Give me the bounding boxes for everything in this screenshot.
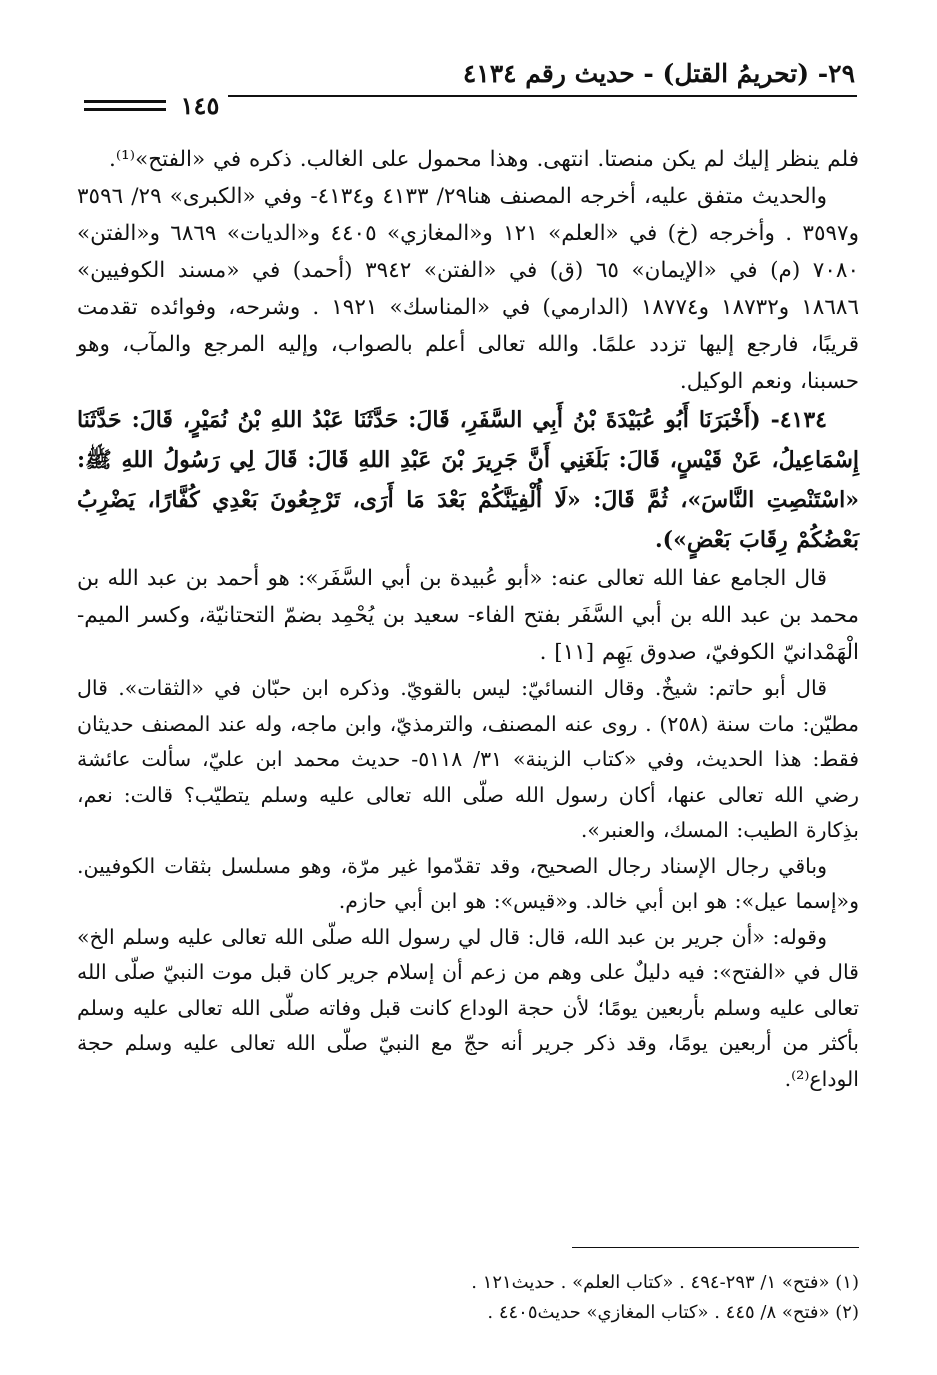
page-number: ١٤٥ — [180, 91, 220, 120]
main-text — [77, 141, 859, 1097]
page-number-rule-top — [84, 100, 166, 103]
paragraph-takhrij: والحديث متفق عليه، أخرجه المصنف هنا٢٩/ ٤١٣٣ و٤١٣٤- وفي «الكبرى» ٢٩/ ٣٥٩٦ و٣٥٩٧ . وأخرجه (خ) في «العلم» ١٢١ و«المغازي» ٤٤٠٥ و«الديات» ٦٨٦٩ و«الفتن» ٧٠٨٠ (م) في «الإيمان» ٦٥ (ق) في «الفتن» ٣٩٤٢ (أحمد) في «مسند الكوفيين» ١٨٦٨٦ و١٨٧٣٢ و١٨٧٧٤ (الدارمي) في «المناسك» ١٩٢١ . وشرحه، وفوائده تقدمت قريبًا، فارجع إليها تزدد علمًا. والله تعالى أعلم بالصواب، وإليه المرجع والمآب، وهو حسبنا، ونعم الوكيل. — [77, 184, 859, 394]
paragraph-closing-quote: فلم ينظر إليك لم يكن منصتا. انتهى. وهذا محمول على الغالب. ذكره في «الفتح»⁽¹⁾. — [109, 147, 859, 172]
footnote-separator — [572, 1247, 859, 1248]
paragraph-narrator: قال الجامع عفا الله تعالى عنه: «أبو عُبيدة بن أبي السَّفَر»: هو أحمد بن عبد الله بن محمد بن عبد الله بن أبي السَّفَر بفتح الفاء- سعيد بن يُحْمِد بضمّ التحتانيّة، وكسر الميم- الْهَمْدانيّ الكوفيّ، صدوق يَهِم [١١] . — [77, 566, 859, 665]
paragraph-commentary: وقوله: «أن جرير بن عبد الله، قال: قال لي رسول الله صلّى الله تعالى عليه وسلم الخ» قال في «الفتح»: فيه دليلٌ على وهم من زعم أن إسلام جرير كان قبل موت النبيّ صلّى الله تعالى عليه وسلم بأربعين يومًا؛ لأن حجة الوداع كانت قبل وفاته صلّى الله تعالى عليه وسلم بأكثر من أربعين يومًا، وقد ذكر جرير أنه حجّ مع النبيّ صلّى الله تعالى عليه وسلم حجة الوداع⁽²⁾. — [77, 924, 859, 1091]
hadith-text: ٤١٣٤- (أَخْبَرَنَا أَبُو عُبَيْدَةَ بْنُ أَبِي السَّفَرِ، قَالَ: حَدَّثَنَا عَبْدُ اللهِ بْنُ نُمَيْرٍ، قَالَ: حَدَّثَنَا إِسْمَاعِيلُ، عَنْ قَيْسٍ، قَالَ: بَلَغَنِي أَنَّ جَرِيرَ بْنَ عَبْدِ اللهِ قَالَ: قَالَ لِي رَسُولُ اللهِ ﷺ: «اسْتَنْصِتِ النَّاسَ»، ثُمَّ قَالَ: «لَا أُلْفِيَنَّكُمْ بَعْدَ مَا أَرَى، تَرْجِعُونَ بَعْدِي كُفَّارًا، يَضْرِبُ بَعْضُكُمْ رِقَابَ بَعْضٍ»). — [77, 407, 859, 553]
page-number-rule-bottom — [84, 108, 166, 111]
footnote-1: (١) «فتح» ١/ ٢٩٣-٤٩٤ . «كتاب العلم» . حديث١٢١ . — [471, 1272, 859, 1293]
running-header-title: ٢٩- (تحريمُ القتل) - حديث رقم ٤١٣٤ — [462, 59, 855, 88]
paragraph-isnad: وباقي رجال الإسناد رجال الصحيح، وقد تقدّموا غير مرّة، وهو مسلسل بثقات الكوفيين. و«إسما عيل»: هو ابن أبي خالد. و«قيس»: هو ابن أبي حازم. — [77, 853, 859, 913]
footnotes — [77, 1268, 859, 1328]
header-rule — [228, 95, 857, 97]
paragraph-narrator-details: قال أبو حاتم: شيخٌ. وقال النسائيّ: ليس بالقويّ. وذكره ابن حبّان في «الثقات». قال مطيّن: مات سنة (٢٥٨) . روى عنه المصنف، والترمذيّ، وابن ماجه، وله عند المصنف حديثان فقط: هذا الحديث، وفي «كتاب الزينة» ٣١/ ٥١١٨- حديث محمد ابن عليّ، سألت عائشة رضي الله تعالى عنها، أكان رسول الله صلّى الله تعالى عليه وسلم يتطيّب؟ قالت: نعم، بذِكارة الطيب: المسك، والعنبر». — [77, 676, 859, 842]
footnote-2: (٢) «فتح» ٨/ ٤٤٥ . «كتاب المغازي» حديث٤٤٠٥ . — [487, 1302, 859, 1323]
